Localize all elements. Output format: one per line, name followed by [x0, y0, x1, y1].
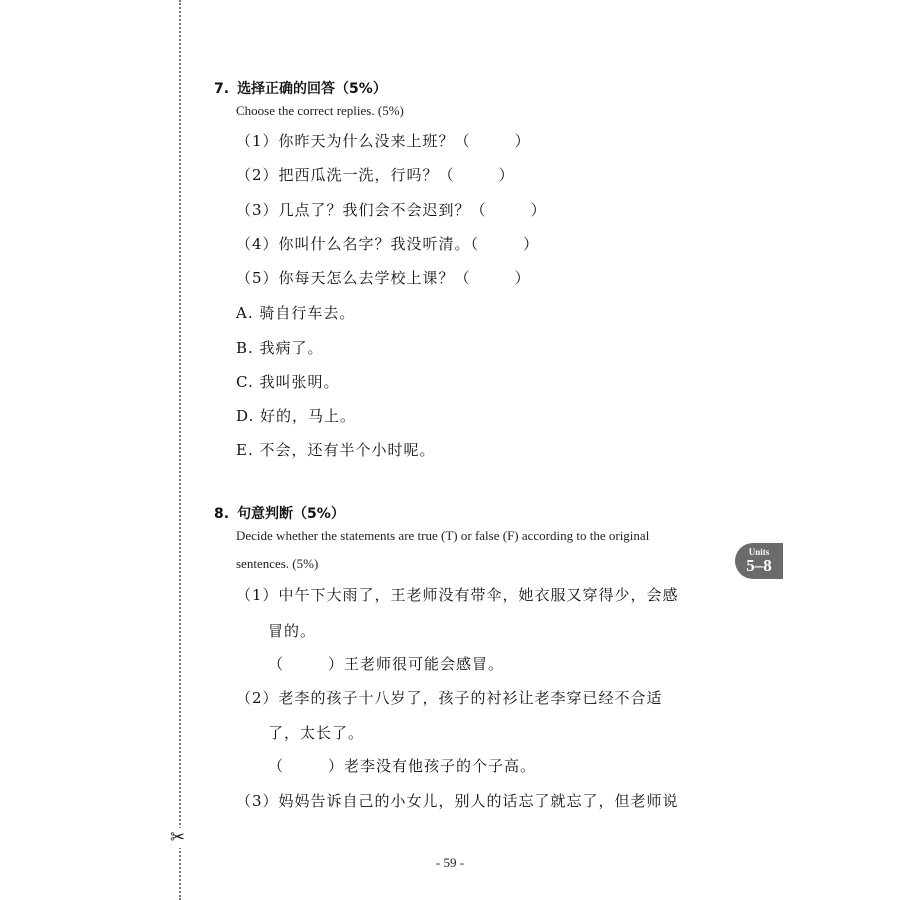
section-8-title: 句意判断（5%） [237, 506, 345, 522]
item-number: （3） [236, 792, 279, 810]
question-text: 你每天怎么去学校上课？（ [278, 269, 471, 287]
section-8-subtitle-line-2: sentences. (5%) [236, 556, 319, 571]
item-text: 老李的孩子十八岁了，孩子的衬衫让老李穿已经不合适 [278, 689, 663, 707]
bracket-close: ） [514, 132, 531, 150]
bracket-open: （ [268, 757, 285, 775]
question-number: （1） [236, 132, 279, 150]
units-tab-label: Units [748, 547, 770, 557]
item-2-line-1 [236, 687, 663, 708]
question-text: 你叫什么名字？我没听清。（ [278, 235, 480, 253]
section-8-heading [214, 503, 345, 523]
page-number: - 59 - [435, 855, 465, 870]
item-2-judgement [268, 755, 536, 776]
question-number: （4） [236, 235, 279, 253]
question-3 [236, 199, 547, 220]
item-2-line-2: 了，太长了。 [268, 724, 365, 742]
question-5 [236, 267, 531, 288]
question-2 [236, 164, 515, 185]
item-1-line-1 [236, 584, 679, 605]
question-number: （2） [236, 166, 279, 184]
item-text: 中午下大雨了，王老师没有带伞，她衣服又穿得少，会感 [278, 586, 679, 604]
bracket-close: ） [523, 235, 540, 253]
item-1-judgement [268, 653, 504, 674]
section-8-subtitle-line-1: Decide whether the statements are true (T) or false (F) according to the original [236, 528, 650, 543]
bracket-close: ） [530, 201, 547, 219]
option-e: E. 不会，还有半个小时呢。 [236, 441, 436, 459]
bracket-close: ） [328, 655, 345, 673]
bracket-close: ） [498, 166, 515, 184]
scissors-icon: ✂ [170, 827, 186, 848]
units-side-tab [735, 543, 783, 579]
option-c: C. 我叫张明。 [236, 373, 340, 391]
question-number: （5） [236, 269, 279, 287]
question-4 [236, 233, 539, 254]
question-text: 你昨天为什么没来上班？（ [278, 132, 471, 150]
bracket-close: ） [328, 757, 345, 775]
statement-text: 王老师很可能会感冒。 [344, 655, 505, 673]
item-number: （2） [236, 689, 279, 707]
section-7-number: 7. [214, 81, 230, 97]
statement-text: 老李没有他孩子的个子高。 [344, 757, 537, 775]
question-number: （3） [236, 201, 279, 219]
units-tab-range: 5–8 [746, 556, 772, 575]
item-text: 妈妈告诉自己的小女儿，别人的话忘了就忘了，但老师说 [278, 792, 679, 810]
section-7-heading [214, 78, 387, 98]
bracket-close: ） [514, 269, 531, 287]
item-3-line-1 [236, 790, 679, 811]
question-1 [236, 130, 531, 151]
question-text: 把西瓜洗一洗，行吗？（ [278, 166, 455, 184]
item-1-line-2: 冒的。 [268, 622, 317, 640]
item-number: （1） [236, 586, 279, 604]
option-a: A. 骑自行车去。 [236, 304, 356, 322]
cut-dotted-line [179, 0, 181, 900]
option-b: B. 我病了。 [236, 339, 324, 357]
section-7-title: 选择正确的回答（5%） [237, 81, 387, 97]
section-7-subtitle: Choose the correct replies. (5%) [236, 103, 404, 118]
bracket-open: （ [268, 655, 285, 673]
option-d: D. 好的，马上。 [236, 407, 357, 425]
question-text: 几点了？我们会不会迟到？（ [278, 201, 487, 219]
section-8-number: 8. [214, 506, 230, 522]
